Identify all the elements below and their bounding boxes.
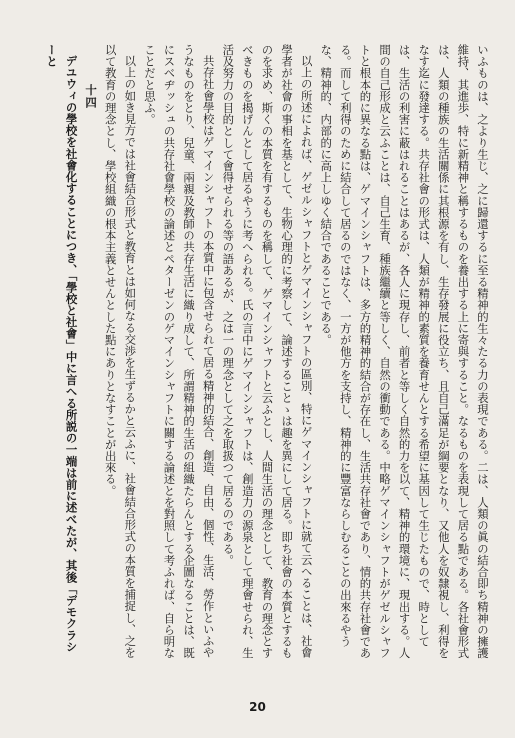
page-number: 20 [249, 700, 266, 714]
paragraph-3: 共存社會學校はゲマインシャフトの本質中に包含せられて居る精神的結合、創造、自由、個性、生活、勞作といふやうなものをとり、兒童、兩親及教師の共存生活に織り成して、所謂精神的生活の組織たらんとする企圖なることは、既にスベヂッシュの共存社會學校の論述とペターゼンのゲマインシャフトに關する論述とを對照して考ふれば、自ら明なことだと思ふ。 [142, 44, 216, 659]
closing-paragraph [41, 44, 80, 664]
book-title: 「學校と社會」 [64, 275, 79, 352]
closing-text-part2: 中に言へる所説の一端は前に述べたが、其後「デモクラシーと [44, 44, 79, 653]
paragraph-2: 以上の所述によれば、ゲゼルシャフトとゲマインシャフトの區別、特にゲマインシャフトに就て云へることは、社會學者が社會の事相を基として、生物心理的に考察して、論述することゝは趣を異にして居る。即ち社會の本質とするものを求め、斯くの本質を有するものを稱して、ゲマインシャフトと云ふとし、人間生活の理念として、教育の理念とすべきものを揭げんとして居るやうに考へられる。氏の言中にゲマインシャフトは、創造力の源泉として理會せられ、生活及努力の目的として會得せられる等の語あるが、之は一の理念として之を取扱つて居るのである。 [221, 44, 314, 659]
section-heading: 十四 [84, 83, 99, 109]
paragraph-4: 以上の如き見方では社會結合形式と教育とは如何なる交渉を生ずるかと云ふに、社會結合形式の本質を捕捉し、之を以て教育の理念とし、學校組織の根本主義とせんとした點にありとなすことが出來る。 [103, 44, 138, 659]
paragraph-1: いふものは、之より生じ、之に歸還するに至る精神的生々たる力の表現である。二は、人類の眞の結合即ち精神の擁護維持、其進歩、特に新精神と稱するものを養出する上に寄與すること。なるものを表現して居る點である。各社會形式は、人類の種族の生活關係に其根源を有し、生存發展に役立ち、且自己滿足が綱要となり、又他人を奴隸視し、利得をなす迄に發達する。共存社會の形式は、人類が精神的素質を養育せんとする希望に基因して生じたもので、時としては、生活の利害に蔽はれることはあるが、各人に現存し、前者と等しく自然的力を以て、精神的環境に、現出する。人間の自己形成と云ふことは、自己生育、種族繼續と等しく、自然の衝動である。中略ゲマインシャフトがゲゼルシャフトと根本的に異なる點は、ゲマインシャフトは、多方的精神的結合が存在し、生活共存社會であり、情的共存社會である。而して利得のために結合して居るのではなく、一方が他方を支持し、精神的に豐富ならしむることの出來るやうな、精神的、内部的に高上しゆく結合であることである。 [319, 44, 490, 659]
vertical-text-body [44, 44, 492, 664]
closing-text-part1: デユウィの學校を社會化することにつき、 [64, 55, 79, 276]
